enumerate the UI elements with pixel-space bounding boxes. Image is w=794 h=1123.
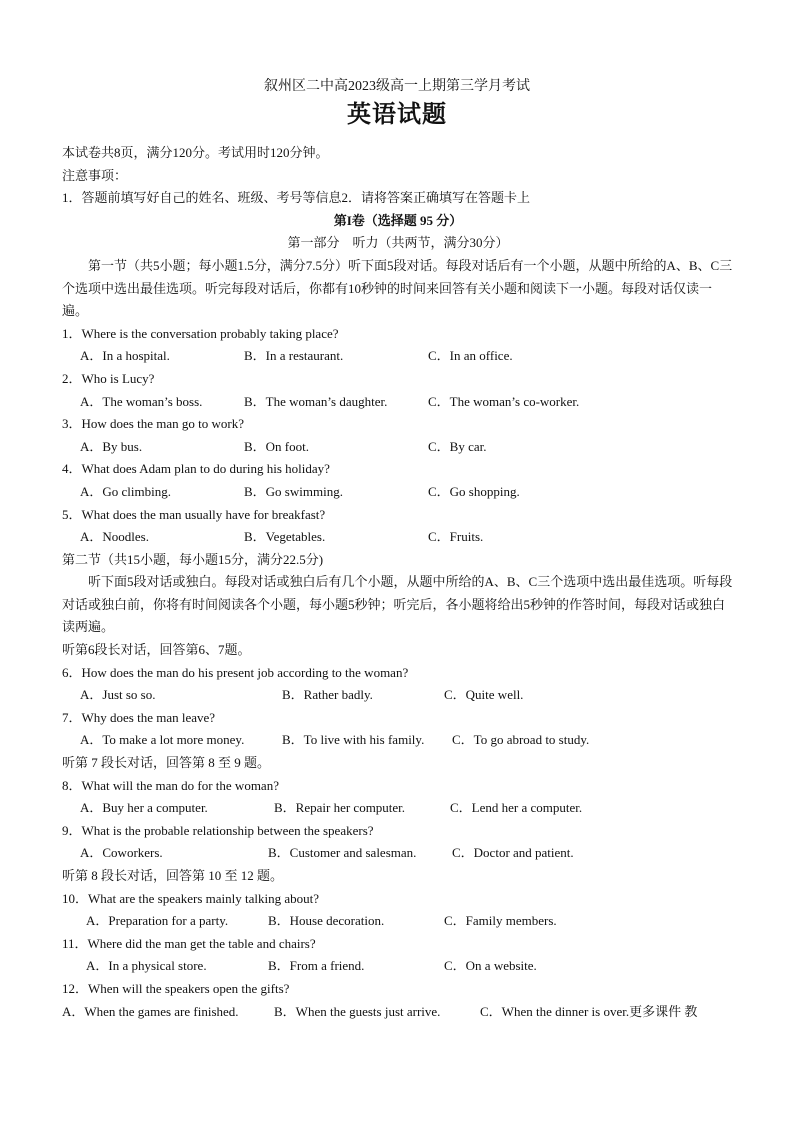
- dialogue-prompt: 听第6段长对话，回答第6、7题。: [62, 642, 251, 658]
- option-a: A．Just so so.: [80, 687, 156, 703]
- question-stem: 12．When will the speakers open the gifts?: [62, 980, 290, 996]
- option-c: C．Lend her a computer.: [450, 800, 583, 816]
- dialogue-prompt: 听第 7 段长对话，回答第 8 至 9 题。: [62, 755, 271, 771]
- option-c: C．The woman’s co-worker.: [428, 393, 580, 409]
- option-b: B．Customer and salesman.: [268, 845, 417, 861]
- option-a: A．Go climbing.: [80, 483, 171, 499]
- answer-options: [62, 729, 734, 752]
- answer-options: [62, 842, 734, 865]
- option-b: B．Repair her computer.: [274, 800, 406, 816]
- answer-options: [62, 1001, 734, 1024]
- answer-options: [62, 797, 734, 820]
- option-a: A．Noodles.: [80, 529, 149, 545]
- option-a: A．Preparation for a party.: [86, 913, 229, 929]
- option-c: C．Doctor and patient.: [452, 845, 574, 861]
- question-stem: 8．What will the man do for the woman?: [62, 777, 279, 793]
- answer-options: [62, 684, 734, 707]
- question-stem: 2．Who is Lucy?: [62, 370, 155, 386]
- answer-options: [62, 391, 734, 414]
- option-c: C．Family members.: [444, 913, 557, 929]
- option-a: A．Buy her a computer.: [80, 800, 208, 816]
- section1-instructions: 第一节（共5小题；每小题1.5分，满分7.5分）听下面5段对话。每段对话后有一个小题，从题中所给的A、B、C三个选项中选出最佳选项。听完每段对话后，你都有10秒钟的时间来回答有关小题和阅读下一小题。每段对话仅读一遍。: [62, 257, 733, 319]
- question-stem: 5．What does the man usually have for breakfast?: [62, 506, 326, 522]
- option-b: B．Vegetables.: [244, 529, 326, 545]
- option-c: C．By car.: [428, 438, 487, 454]
- option-c: C．Fruits.: [428, 529, 484, 545]
- option-a: A．The woman’s boss.: [80, 393, 203, 409]
- exam-content: [62, 142, 734, 1023]
- option-c: C．When the dinner is over.更多课件 教: [480, 1003, 698, 1019]
- option-b: B．Rather badly.: [282, 687, 373, 703]
- question-stem: 1．Where is the conversation probably taking place?: [62, 325, 339, 341]
- question-stem: 7．Why does the man leave?: [62, 709, 216, 725]
- intro-line: 本试卷共8页，满分120分。考试用时120分钟。: [62, 145, 329, 160]
- option-c: C．On a website.: [444, 958, 537, 974]
- option-b: B．When the guests just arrive.: [274, 1003, 441, 1019]
- question-stem: 6．How does the man do his present job according to the woman?: [62, 664, 409, 680]
- question-stem: 11．Where did the man get the table and chairs?: [62, 935, 316, 951]
- option-b: B．In a restaurant.: [244, 348, 344, 364]
- answer-options: [62, 526, 734, 549]
- answer-options: [62, 345, 734, 368]
- exam-title: 英语试题: [347, 99, 447, 128]
- option-a: A．When the games are finished.: [62, 1003, 239, 1019]
- note-item: 1．答题前填写好自己的姓名、班级、考号等信息2．请将答案正确填写在答题卡上: [62, 190, 531, 206]
- option-c: C．Quite well.: [444, 687, 524, 703]
- option-a: A．Coworkers.: [80, 845, 163, 861]
- option-b: B．To live with his family.: [282, 732, 425, 748]
- option-c: C．Go shopping.: [428, 483, 520, 499]
- option-b: B．From a friend.: [268, 958, 365, 974]
- section2-heading: 第二节（共15小题，每小题15分，满分22.5分): [62, 551, 324, 567]
- option-a: A．In a hospital.: [80, 348, 170, 364]
- notes-label: 注意事项：: [62, 167, 128, 183]
- option-a: A．To make a lot more money.: [80, 732, 245, 748]
- part-heading: 第一部分 听力（共两节，满分30分）: [287, 235, 509, 251]
- question-stem: 3．How does the man go to work?: [62, 416, 244, 432]
- option-b: B．Go swimming.: [244, 483, 343, 499]
- option-c: C．To go abroad to study.: [452, 732, 590, 748]
- answer-options: [62, 436, 734, 459]
- option-a: A．By bus.: [80, 438, 143, 454]
- option-b: B．House decoration.: [268, 913, 385, 929]
- option-a: A．In a physical store.: [86, 958, 207, 974]
- section-heading: 第I卷（选择题 95 分）: [333, 212, 463, 228]
- question-stem: 10．What are the speakers mainly talking about?: [62, 890, 320, 906]
- answer-options: [62, 910, 734, 933]
- dialogue-prompt: 听第 8 段长对话，回答第 10 至 12 题。: [62, 868, 284, 883]
- option-c: C．In an office.: [428, 348, 513, 364]
- answer-options: [62, 955, 734, 978]
- question-stem: 4．What does Adam plan to do during his holiday?: [62, 461, 330, 477]
- option-b: B．On foot.: [244, 438, 310, 454]
- section2-instructions: 听下面5段对话或独白。每段对话或独白后有几个小题，从题中所给的A、B、C三个选项中选出最佳选项。听每段对话或独白前，你将有时间阅读各个小题，每小题5秒钟；听完后，各小题将给出5秒钟的作答时间，每段对话或独白读两遍。: [62, 574, 733, 635]
- exam-subtitle: 叙州区二中高2023级高一上期第三学月考试: [264, 79, 530, 94]
- question-stem: 9．What is the probable relationship between the speakers?: [62, 822, 374, 838]
- option-b: B．The woman’s daughter.: [244, 393, 388, 409]
- answer-options: [62, 481, 734, 504]
